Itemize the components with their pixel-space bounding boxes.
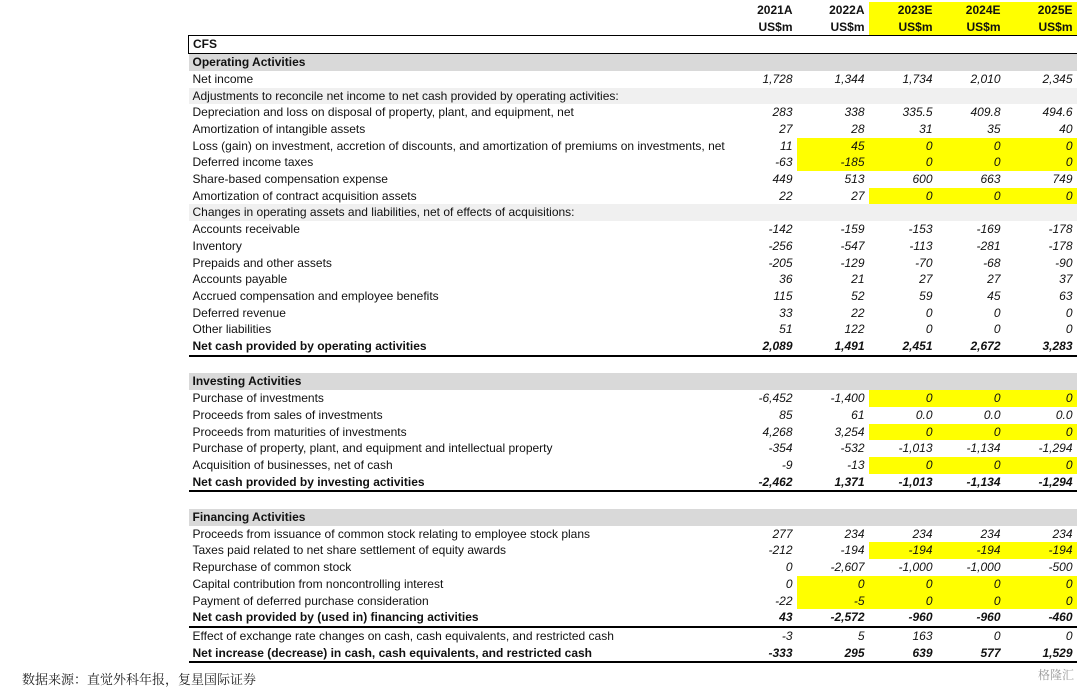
value-cell: 61 <box>851 407 865 422</box>
value-cell: 5 <box>857 628 865 643</box>
value-cell: 22 <box>851 305 865 320</box>
value-cell: -460 <box>1005 609 1077 627</box>
value-cell: 31 <box>919 121 933 136</box>
value-cell: 1,728 <box>762 71 793 86</box>
value-cell: 0 <box>869 390 937 407</box>
section-title: Operating Activities <box>189 54 1077 71</box>
value-cell: 21 <box>851 272 865 287</box>
line-item-row <box>189 305 1077 322</box>
value-cell: 0 <box>1005 576 1077 593</box>
value-cell: 59 <box>919 288 933 303</box>
value-cell: 43 <box>725 609 797 627</box>
value-cell: 2,451 <box>869 338 937 356</box>
row-label: Share-based compensation expense <box>192 172 388 187</box>
value-cell: 0 <box>1065 305 1073 320</box>
value-cell: 449 <box>772 172 793 187</box>
value-cell: -185 <box>797 154 869 171</box>
value-cell: -2,462 <box>725 474 797 492</box>
value-cell: -70 <box>915 255 933 270</box>
value-cell: 1,529 <box>1005 645 1077 663</box>
total-row <box>189 338 1077 356</box>
value-cell: 338 <box>844 105 865 120</box>
value-cell: 0 <box>1065 628 1073 643</box>
row-label: Effect of exchange rate changes on cash, cash equivalents, and restricted cash <box>192 628 614 643</box>
value-cell: -142 <box>768 222 793 237</box>
value-cell: -1,294 <box>1038 441 1073 456</box>
row-label: Repurchase of common stock <box>192 560 352 575</box>
value-cell: 4,268 <box>762 424 793 439</box>
value-cell: -212 <box>768 543 793 558</box>
value-cell: -1,400 <box>830 391 865 406</box>
value-cell: -1,013 <box>898 441 933 456</box>
value-cell: 0 <box>993 305 1001 320</box>
value-cell: 1,491 <box>797 338 869 356</box>
value-cell: -194 <box>937 542 1005 559</box>
year-header: 2021A <box>757 3 793 17</box>
value-cell: 36 <box>779 272 793 287</box>
value-cell: 0 <box>869 154 937 171</box>
source-note: 数据来源：直觉外科年报，复星国际证券 <box>22 673 257 688</box>
value-cell: -333 <box>725 645 797 663</box>
line-item-row <box>189 390 1077 407</box>
value-cell: 1,371 <box>797 474 869 492</box>
line-item-row <box>189 288 1077 305</box>
section-title: Investing Activities <box>189 373 1077 390</box>
value-cell: 335.5 <box>902 105 933 120</box>
value-cell: 63 <box>1059 288 1073 303</box>
value-cell: -22 <box>775 593 793 608</box>
unit-header: US$m <box>869 19 937 36</box>
section-title: Financing Activities <box>189 509 1077 526</box>
line-item-row <box>189 171 1077 188</box>
value-cell: -129 <box>840 255 865 270</box>
value-cell: -281 <box>976 238 1001 253</box>
row-label: Proceeds from maturities of investments <box>192 424 407 439</box>
row-label: Other liabilities <box>192 322 272 337</box>
value-cell: 577 <box>937 645 1005 663</box>
value-cell: 0.0 <box>983 407 1001 422</box>
value-cell: -2,572 <box>797 609 869 627</box>
row-label: Net cash provided by (used in) financing activities <box>189 609 725 627</box>
spacer-cell <box>189 491 1077 509</box>
value-cell: -68 <box>983 255 1001 270</box>
value-cell: 0 <box>869 424 937 441</box>
value-cell: 27 <box>987 272 1001 287</box>
unit-header: US$m <box>1005 19 1077 36</box>
value-cell: 85 <box>779 407 793 422</box>
row-label: Amortization of intangible assets <box>192 121 366 136</box>
total-row <box>189 474 1077 492</box>
value-cell: 27 <box>919 272 933 287</box>
section-header-row <box>189 373 1077 390</box>
value-cell: 0 <box>925 305 933 320</box>
value-cell: 513 <box>844 172 865 187</box>
row-label: Prepaids and other assets <box>192 255 332 270</box>
value-cell: 0 <box>937 154 1005 171</box>
value-cell: 2,089 <box>725 338 797 356</box>
value-cell: 0 <box>937 457 1005 474</box>
value-cell: -205 <box>768 255 793 270</box>
value-cell: 0 <box>993 628 1001 643</box>
row-label: Capital contribution from noncontrolling interest <box>192 576 444 591</box>
value-cell: 33 <box>779 305 793 320</box>
row-label: Inventory <box>192 238 242 253</box>
value-cell: 0 <box>993 322 1001 337</box>
line-item-row <box>189 138 1077 155</box>
value-cell: 0 <box>925 322 933 337</box>
value-cell: -960 <box>937 609 1005 627</box>
value-cell: 0 <box>1005 138 1077 155</box>
value-cell: -159 <box>840 222 865 237</box>
value-cell: 28 <box>851 121 865 136</box>
value-cell: 234 <box>844 526 865 541</box>
value-cell: 0 <box>785 576 793 591</box>
value-cell: 0 <box>797 576 869 593</box>
value-cell: 749 <box>1052 172 1073 187</box>
spacer-cell <box>189 356 1077 374</box>
line-item-row <box>189 576 1077 593</box>
row-label: Depreciation and loss on disposal of property, plant, and equipment, net <box>192 105 574 120</box>
row-label: Accounts payable <box>192 272 288 287</box>
year-header: 2023E <box>869 2 937 19</box>
row-label: Purchase of property, plant, and equipment and intellectual property <box>192 441 553 456</box>
line-item-row <box>189 457 1077 474</box>
value-cell: 0 <box>937 576 1005 593</box>
value-cell: -547 <box>840 238 865 253</box>
value-cell: 2,345 <box>1042 71 1073 86</box>
value-cell: 0 <box>937 390 1005 407</box>
value-cell: -960 <box>869 609 937 627</box>
value-cell: 35 <box>987 121 1001 136</box>
row-label: Net cash provided by investing activities <box>189 474 725 492</box>
value-cell: 40 <box>1059 121 1073 136</box>
value-cell: -178 <box>1048 222 1073 237</box>
year-header-row <box>189 2 1077 19</box>
line-item-row <box>189 627 1077 645</box>
value-cell: -9 <box>781 457 793 472</box>
year-header: 2022A <box>829 3 865 17</box>
value-cell: -169 <box>976 222 1001 237</box>
value-cell: -13 <box>847 457 865 472</box>
value-cell: 115 <box>773 288 793 303</box>
row-label: Acquisition of businesses, net of cash <box>192 457 393 472</box>
value-cell: 22 <box>779 188 793 203</box>
unit-header: US$m <box>937 19 1005 36</box>
value-cell: -194 <box>869 542 937 559</box>
value-cell: -113 <box>909 238 933 253</box>
value-cell: 409.8 <box>970 105 1001 120</box>
subsection-label: Changes in operating assets and liabilities, net of effects of acquisitions: <box>189 204 1077 221</box>
line-item-row <box>189 255 1077 272</box>
year-header: 2025E <box>1005 2 1077 19</box>
value-cell: 0 <box>869 188 937 205</box>
value-cell: -3 <box>781 628 793 643</box>
section-header-row <box>189 54 1077 71</box>
value-cell: 163 <box>912 628 933 643</box>
value-cell: 663 <box>980 172 1001 187</box>
value-cell: 122 <box>844 322 865 337</box>
row-label: Proceeds from sales of investments <box>192 407 383 422</box>
value-cell: 52 <box>851 288 865 303</box>
row-label: Deferred revenue <box>192 305 286 320</box>
cash-flow-statement-table <box>188 2 1077 663</box>
row-label: Net increase (decrease) in cash, cash equivalents, and restricted cash <box>189 645 725 663</box>
value-cell: -532 <box>840 441 865 456</box>
value-cell: -1,134 <box>966 441 1001 456</box>
value-cell: -63 <box>775 155 793 170</box>
line-item-row <box>189 542 1077 559</box>
value-cell: -5 <box>797 593 869 610</box>
unit-header: US$m <box>758 19 793 34</box>
value-cell: 1,344 <box>834 71 865 86</box>
total-row <box>189 609 1077 627</box>
value-cell: 0 <box>869 138 937 155</box>
value-cell: 27 <box>851 188 865 203</box>
value-cell: 1,734 <box>902 71 933 86</box>
line-item-row <box>189 221 1077 238</box>
line-item-row <box>189 188 1077 205</box>
value-cell: -256 <box>768 238 793 253</box>
value-cell: 0 <box>1005 154 1077 171</box>
value-cell: 3,283 <box>1005 338 1077 356</box>
spacer-row <box>189 491 1077 509</box>
value-cell: -1,294 <box>1005 474 1077 492</box>
value-cell: 0 <box>1005 593 1077 610</box>
line-item-row <box>189 154 1077 171</box>
value-cell: 0 <box>937 424 1005 441</box>
row-label: Accounts receivable <box>192 222 300 237</box>
line-item-row <box>189 71 1077 88</box>
value-cell: -1,134 <box>937 474 1005 492</box>
year-header: 2024E <box>937 2 1005 19</box>
watermark-logo: 格隆汇 <box>1037 668 1074 682</box>
value-cell: 0 <box>937 138 1005 155</box>
value-cell: 0 <box>937 593 1005 610</box>
value-cell: 37 <box>1059 272 1073 287</box>
value-cell: 51 <box>779 322 793 337</box>
value-cell: 0 <box>937 188 1005 205</box>
value-cell: 234 <box>912 526 933 541</box>
value-cell: -178 <box>1048 238 1073 253</box>
value-cell: 0 <box>869 593 937 610</box>
value-cell: 2,010 <box>970 71 1001 86</box>
value-cell: 0 <box>1005 390 1077 407</box>
line-item-row <box>189 121 1077 138</box>
value-cell: 45 <box>797 138 869 155</box>
value-cell: -194 <box>840 543 865 558</box>
row-label: Taxes paid related to net share settlement of equity awards <box>192 543 507 558</box>
value-cell: 0 <box>1065 322 1073 337</box>
value-cell: 494.6 <box>1042 105 1073 120</box>
section-header-row <box>189 509 1077 526</box>
row-label: Deferred income taxes <box>192 155 314 170</box>
spacer-row <box>189 356 1077 374</box>
row-label: Net income <box>192 71 254 86</box>
line-item-row <box>189 440 1077 457</box>
line-item-row <box>189 104 1077 121</box>
value-cell: 295 <box>797 645 869 663</box>
value-cell: 283 <box>772 105 793 120</box>
row-label: Proceeds from issuance of common stock relating to employee stock plans <box>192 526 591 541</box>
value-cell: -354 <box>768 441 793 456</box>
line-item-row <box>189 526 1077 543</box>
line-item-row <box>189 321 1077 338</box>
row-label: Accrued compensation and employee benefits <box>192 288 439 303</box>
value-cell: 0 <box>1005 424 1077 441</box>
table-title: CFS <box>189 36 1077 54</box>
unit-header: US$m <box>830 19 865 34</box>
value-cell: -2,607 <box>830 560 865 575</box>
value-cell: 0 <box>869 457 937 474</box>
value-cell: -90 <box>1055 255 1073 270</box>
row-label: Purchase of investments <box>192 391 324 406</box>
value-cell: -153 <box>908 222 933 237</box>
value-cell: 600 <box>912 172 933 187</box>
line-item-row <box>189 407 1077 424</box>
value-cell: -1,000 <box>966 560 1001 575</box>
row-label: Loss (gain) on investment, accretion of discounts, and amortization of premiums on investments, net <box>192 138 725 153</box>
value-cell: 0 <box>869 576 937 593</box>
value-cell: -1,000 <box>898 560 933 575</box>
total-row <box>189 645 1077 663</box>
value-cell: 27 <box>779 121 793 136</box>
value-cell: 2,672 <box>937 338 1005 356</box>
subsection-label: Adjustments to reconcile net income to net cash provided by operating activities: <box>189 88 1077 105</box>
line-item-row <box>189 559 1077 576</box>
row-label: Net cash provided by operating activities <box>189 338 725 356</box>
value-cell: 0.0 <box>915 407 933 422</box>
line-item-row <box>189 271 1077 288</box>
value-cell: 11 <box>780 138 793 153</box>
value-cell: 639 <box>869 645 937 663</box>
value-cell: 0 <box>1005 188 1077 205</box>
value-cell: 3,254 <box>834 424 865 439</box>
value-cell: -1,013 <box>869 474 937 492</box>
subsection-row <box>189 88 1077 105</box>
value-cell: -6,452 <box>758 391 793 406</box>
value-cell: 0 <box>785 560 793 575</box>
line-item-row <box>189 593 1077 610</box>
value-cell: 277 <box>772 526 793 541</box>
value-cell: 0 <box>1005 457 1077 474</box>
subsection-row <box>189 204 1077 221</box>
value-cell: -194 <box>1005 542 1077 559</box>
value-cell: -500 <box>1048 560 1073 575</box>
value-cell: 0.0 <box>1055 407 1073 422</box>
row-label: Amortization of contract acquisition assets <box>192 188 417 203</box>
line-item-row <box>189 424 1077 441</box>
unit-header-row <box>189 19 1077 36</box>
row-label: Payment of deferred purchase consideration <box>192 593 429 608</box>
value-cell: 45 <box>987 288 1001 303</box>
line-item-row <box>189 238 1077 255</box>
value-cell: 234 <box>1052 526 1073 541</box>
value-cell: 234 <box>980 526 1001 541</box>
cfs-title-row <box>189 36 1077 54</box>
